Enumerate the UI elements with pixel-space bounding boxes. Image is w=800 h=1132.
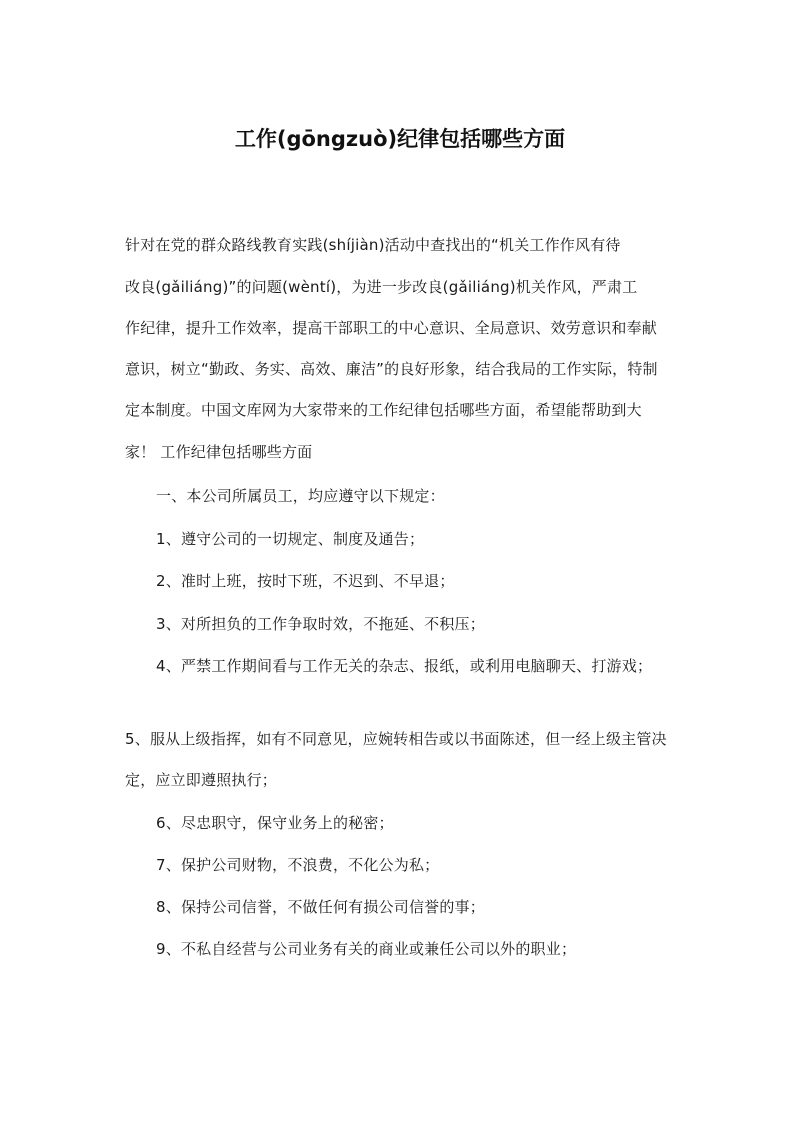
intro-line: 意识，树立“勤政、务实、高效、廉洁”的良好形象，结合我局的工作实际，特制 bbox=[125, 360, 658, 378]
rule-item: 8、保持公司信誉，不做任何有损公司信誉的事； bbox=[156, 898, 485, 916]
rule-item: 1、遵守公司的一切规定、制度及通告； bbox=[156, 530, 425, 548]
document-title: 工作(gōngzuò)纪律包括哪些方面 bbox=[234, 127, 566, 151]
intro-line: 改良(gǎiliáng)”的问题(wèntí)，为进一步改良(gǎiliáng)机关作风，严肃工 bbox=[125, 278, 638, 296]
intro-line: 针对在党的群众路线教育实践(shíjiàn)活动中查找出的“机关工作作风有待 bbox=[125, 236, 621, 254]
intro-line: 家！ 工作纪律包括哪些方面 bbox=[125, 443, 313, 461]
intro-line: 作纪律，提升工作效率，提高干部职工的中心意识、全局意识、效劳意识和奉献 bbox=[125, 319, 658, 337]
rule-item: 6、尽忠职守，保守业务上的秘密； bbox=[156, 814, 394, 832]
rule-item-5: 5、服从上级指挥，如有不同意见，应婉转相告或以书面陈述，但一经上级主管决 bbox=[125, 730, 667, 748]
section-heading: 一、本公司所属员工，均应遵守以下规定： bbox=[156, 487, 445, 505]
rule-item: 2、准时上班，按时下班，不迟到、不早退； bbox=[156, 572, 455, 590]
intro-line: 定本制度。中国文库网为大家带来的工作纪律包括哪些方面，希望能帮助到大 bbox=[125, 401, 642, 419]
rule-item: 7、保护公司财物，不浪费，不化公为私； bbox=[156, 856, 440, 874]
rule-item-5: 定，应立即遵照执行； bbox=[125, 771, 278, 789]
rule-item: 9、不私自经营与公司业务有关的商业或兼任公司以外的职业； bbox=[156, 940, 577, 958]
rule-item: 4、严禁工作期间看与工作无关的杂志、报纸，或利用电脑聊天、打游戏； bbox=[156, 657, 653, 675]
rule-item: 3、对所担负的工作争取时效，不拖延、不积压； bbox=[156, 615, 485, 633]
